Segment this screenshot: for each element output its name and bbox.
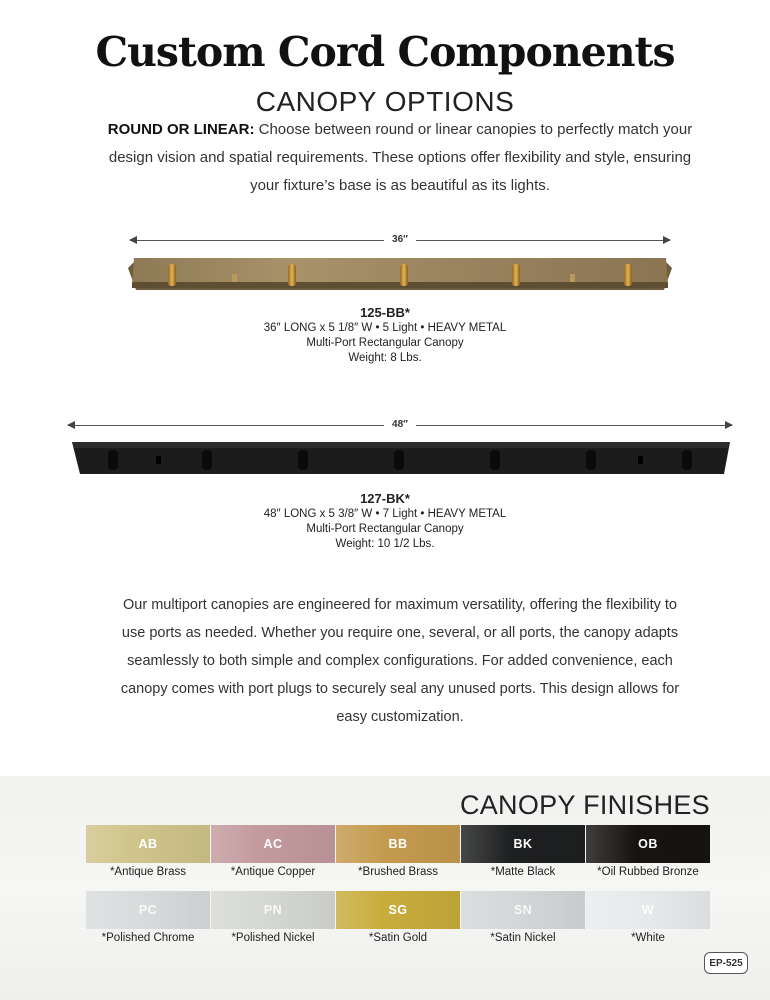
spec-line-dimensions: 48″ LONG x 5 3/8″ W • 7 Light • HEAVY METAL bbox=[263, 508, 507, 520]
finish-name-bk: *Matte Black bbox=[490, 866, 556, 878]
spec-line-weight: Weight: 8 Lbs. bbox=[348, 352, 422, 364]
intro-paragraph bbox=[100, 116, 700, 200]
finish-name-pc: *Polished Chrome bbox=[101, 932, 195, 944]
canopy-127-bk-image bbox=[68, 436, 734, 478]
finish-swatch-ac: AC bbox=[211, 825, 335, 863]
finish-swatch-sn: SN bbox=[461, 891, 585, 929]
dimension-line-48 bbox=[68, 417, 732, 433]
spec-line-type: Multi-Port Rectangular Canopy bbox=[306, 337, 464, 349]
finish-swatch-ab: AB bbox=[86, 825, 210, 863]
model-number: 127-BK* bbox=[360, 491, 410, 506]
finish-swatch-bk: BK bbox=[461, 825, 585, 863]
intro-lead: ROUND OR LINEAR: bbox=[107, 121, 255, 138]
finish-name-bb: *Brushed Brass bbox=[358, 866, 438, 878]
finish-swatch-bb: BB bbox=[336, 825, 460, 863]
product-spec-127-bk bbox=[0, 490, 770, 552]
dimension-line-36 bbox=[130, 232, 670, 248]
finish-name-sg: *Satin Gold bbox=[368, 932, 428, 944]
finish-name-sn: *Satin Nickel bbox=[490, 932, 556, 944]
finish-name-ab: *Antique Brass bbox=[109, 866, 187, 878]
catalog-page-badge: EP-525 bbox=[704, 952, 748, 974]
spec-line-weight: Weight: 10 1/2 Lbs. bbox=[335, 538, 435, 550]
model-number: 125-BB* bbox=[360, 305, 410, 320]
finish-name-ac: *Antique Copper bbox=[230, 866, 316, 878]
product-spec-125-bb bbox=[0, 304, 770, 366]
section-title-canopy-finishes: CANOPY FINISHES bbox=[459, 790, 710, 820]
dimension-label: 36″ bbox=[384, 232, 416, 248]
page-title: Custom Cord Components bbox=[95, 28, 675, 76]
finish-swatch-pn: PN bbox=[211, 891, 335, 929]
finish-swatch-w: W bbox=[586, 891, 710, 929]
finish-name-pn: *Polished Nickel bbox=[231, 932, 315, 944]
finish-name-w: *White bbox=[631, 932, 665, 944]
intro-text: Choose between round or linear canopies to perfectly match your design vision and spatial requirements. These options offer flexibility and style, ensuring your fixture’s base is as beautiful as its lights. bbox=[108, 121, 693, 194]
spec-line-type: Multi-Port Rectangular Canopy bbox=[306, 523, 464, 535]
multiport-description: Our multiport canopies are engineered for maximum versatility, offering the flexibility to use ports as needed. Whether you require one, several, or all ports, the canopy adapts seamlessly to both simple and complex configurations. For added convenience, each canopy comes with port plugs to securely seal any unused ports. This design allows for easy customization. bbox=[120, 597, 680, 725]
finish-name-ob: *Oil Rubbed Bronze bbox=[597, 866, 699, 878]
section-title-canopy-options: CANOPY OPTIONS bbox=[255, 86, 515, 117]
finish-swatch-pc: PC bbox=[86, 891, 210, 929]
finish-swatch-sg: SG bbox=[336, 891, 460, 929]
spec-line-dimensions: 36″ LONG x 5 1/8″ W • 5 Light • HEAVY METAL bbox=[263, 322, 507, 334]
canopy-125-bb-image bbox=[128, 252, 672, 294]
finish-swatch-ob: OB bbox=[586, 825, 710, 863]
dimension-label: 48″ bbox=[384, 417, 416, 433]
